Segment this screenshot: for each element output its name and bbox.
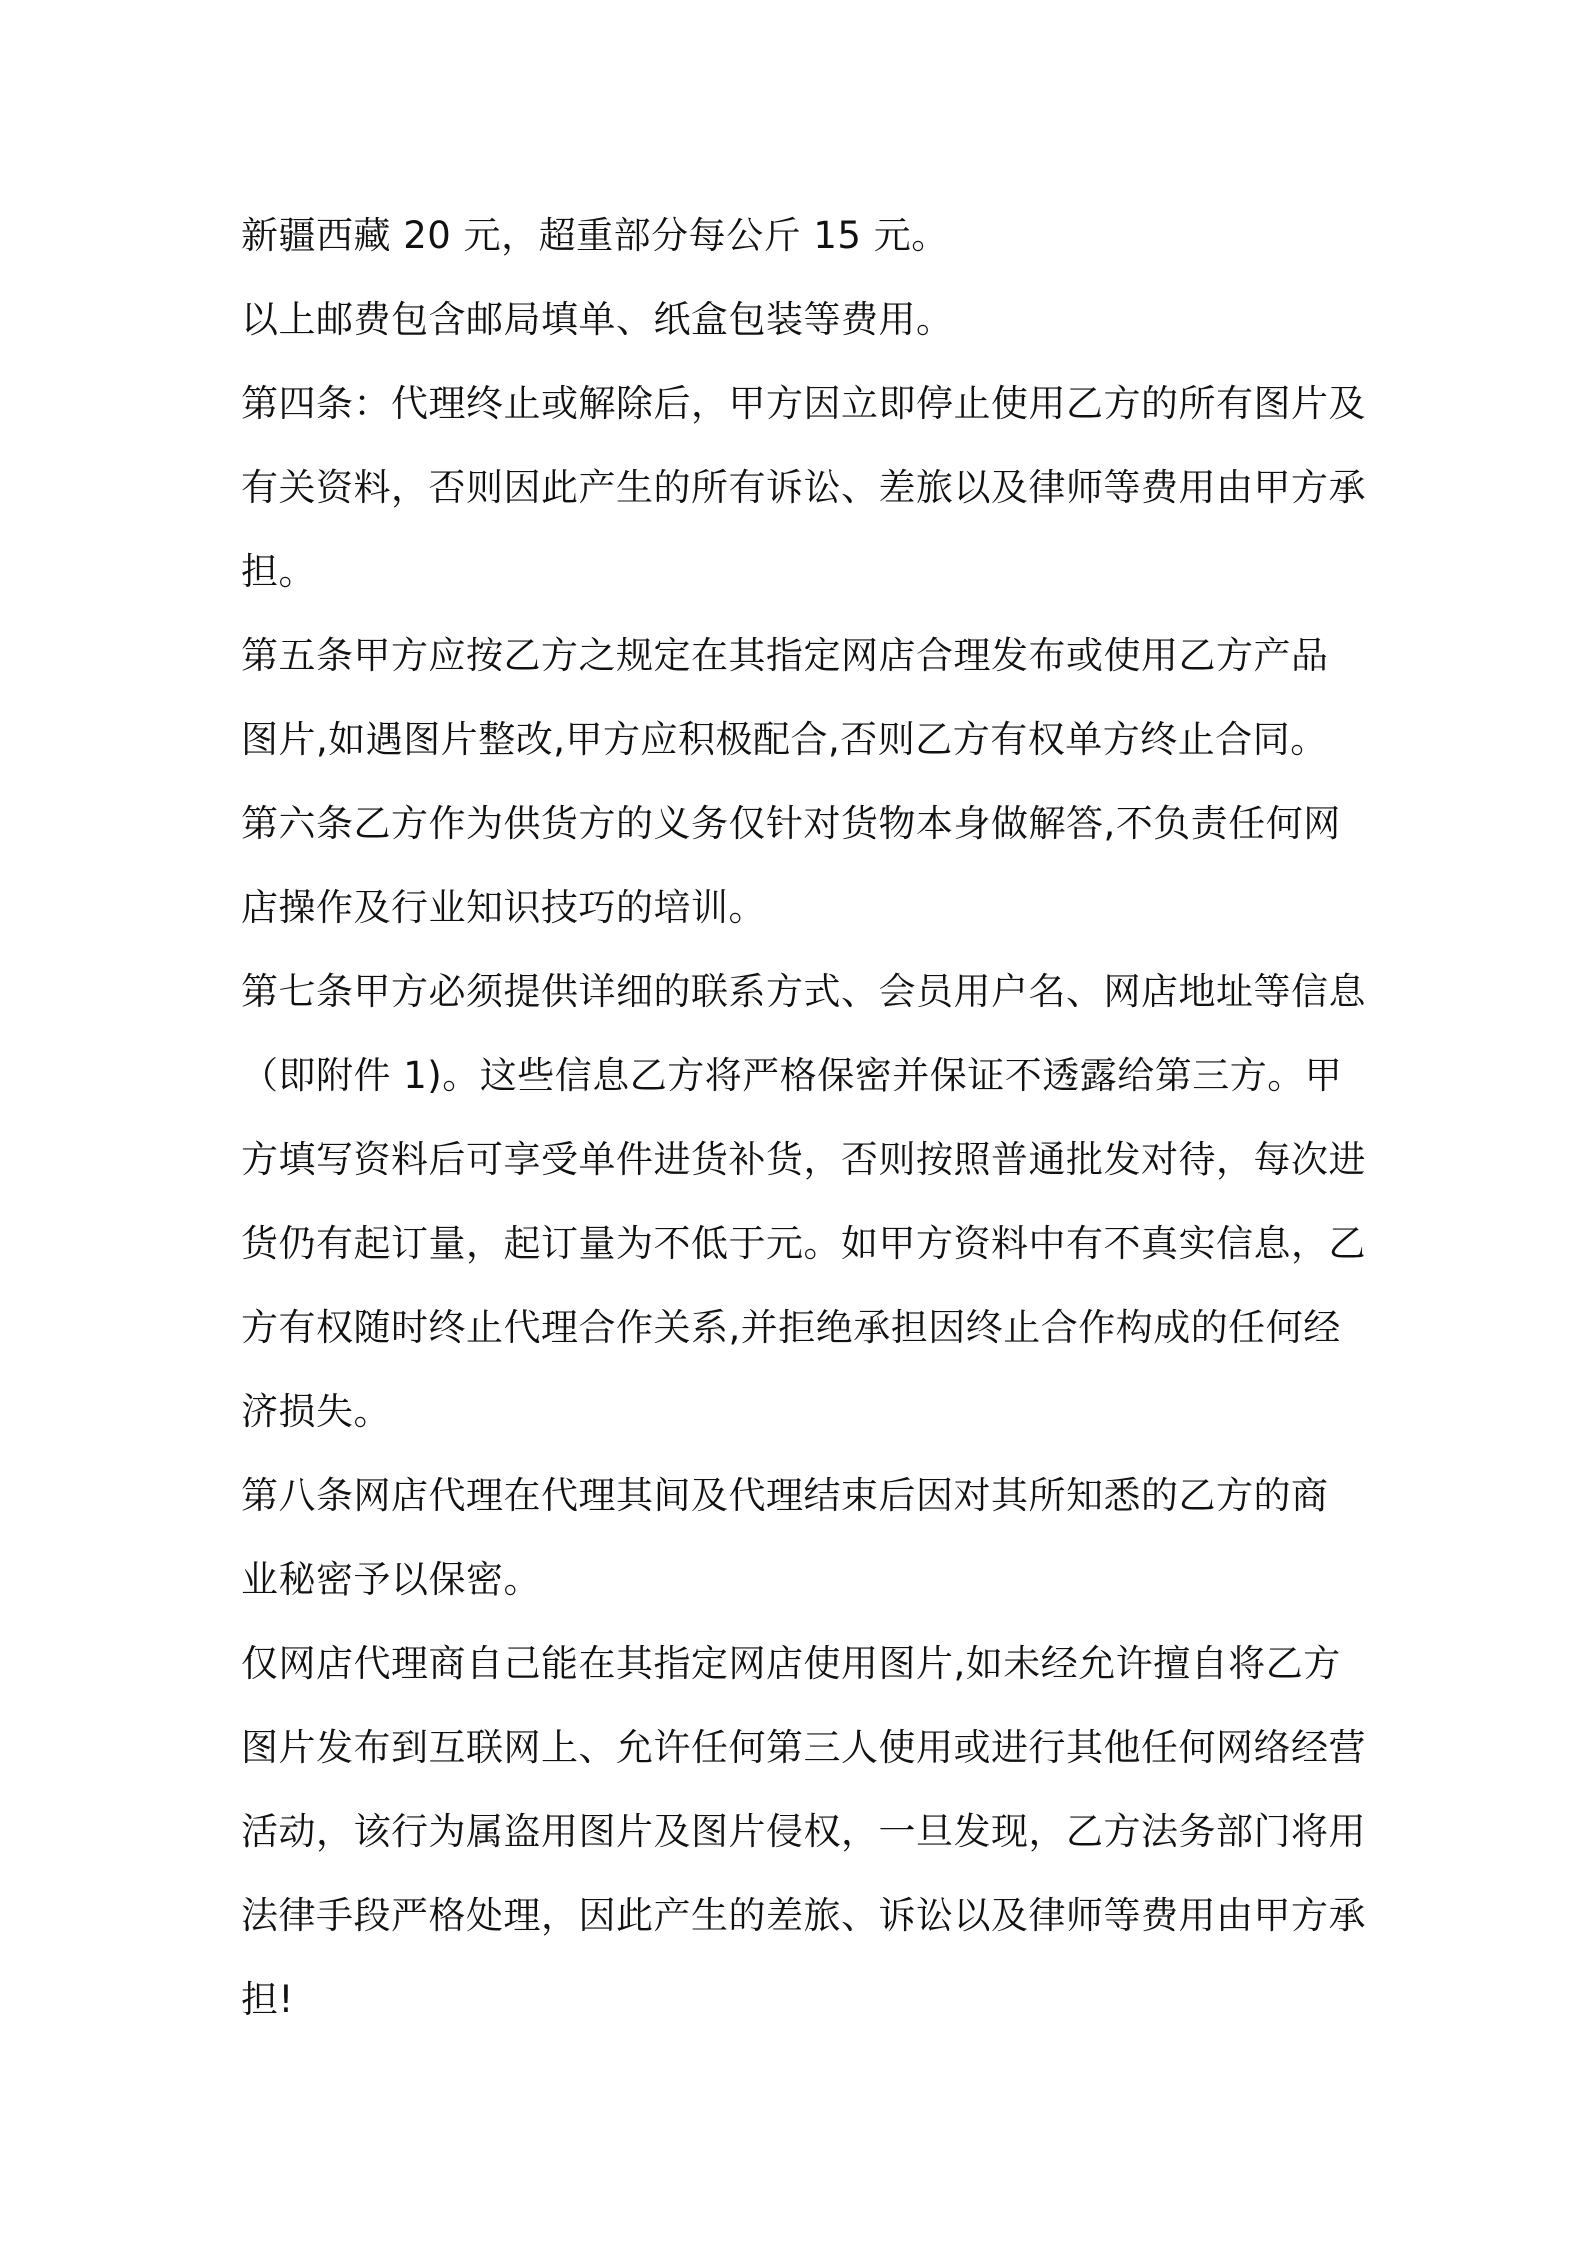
- text-line: 方有权随时终止代理合作关系,并拒绝承担因终止合作构成的任何经: [241, 1306, 1341, 1349]
- text-line: 店操作及行业知识技巧的培训。: [241, 886, 766, 929]
- text-line: 担。: [241, 550, 316, 593]
- text-line: 仅网店代理商自己能在其指定网店使用图片,如未经允许擅自将乙方: [241, 1642, 1341, 1685]
- text-line: 货仍有起订量，起订量为不低于元。如甲方资料中有不真实信息，乙: [241, 1222, 1366, 1265]
- text-line: 第四条：代理终止或解除后，甲方因立即停止使用乙方的所有图片及: [241, 382, 1366, 425]
- text-line: 有关资料，否则因此产生的所有诉讼、差旅以及律师等费用由甲方承: [241, 466, 1366, 509]
- text-line: 法律手段严格处理，因此产生的差旅、诉讼以及律师等费用由甲方承: [241, 1894, 1366, 1937]
- text-line: 活动，该行为属盗用图片及图片侵权，一旦发现，乙方法务部门将用: [241, 1810, 1366, 1853]
- text-line: 第六条乙方作为供货方的义务仅针对货物本身做解答,不负责任何网: [241, 802, 1341, 845]
- text-line: 图片,如遇图片整改,甲方应积极配合,否则乙方有权单方终止合同。: [241, 718, 1328, 761]
- text-line: 业秘密予以保密。: [241, 1558, 541, 1601]
- document-body: [241, 194, 1366, 2042]
- text-line: 图片发布到互联网上、允许任何第三人使用或进行其他任何网络经营: [241, 1726, 1366, 1769]
- text-line: 担!: [241, 1978, 294, 2021]
- text-line: 新疆西藏 20 元，超重部分每公斤 15 元。: [241, 214, 949, 257]
- text-line: 第七条甲方必须提供详细的联系方式、会员用户名、网店地址等信息: [241, 970, 1366, 1013]
- text-line: 第五条甲方应按乙方之规定在其指定网店合理发布或使用乙方产品: [241, 634, 1329, 677]
- text-line: 济损失。: [241, 1390, 391, 1433]
- text-line: 第八条网店代理在代理其间及代理结束后因对其所知悉的乙方的商: [241, 1474, 1329, 1517]
- text-line: 方填写资料后可享受单件进货补货，否则按照普通批发对待，每次进: [241, 1138, 1366, 1181]
- text-line: （即附件 1)。这些信息乙方将严格保密并保证不透露给第三方。甲: [241, 1054, 1343, 1097]
- text-line: 以上邮费包含邮局填单、纸盒包装等费用。: [241, 298, 954, 341]
